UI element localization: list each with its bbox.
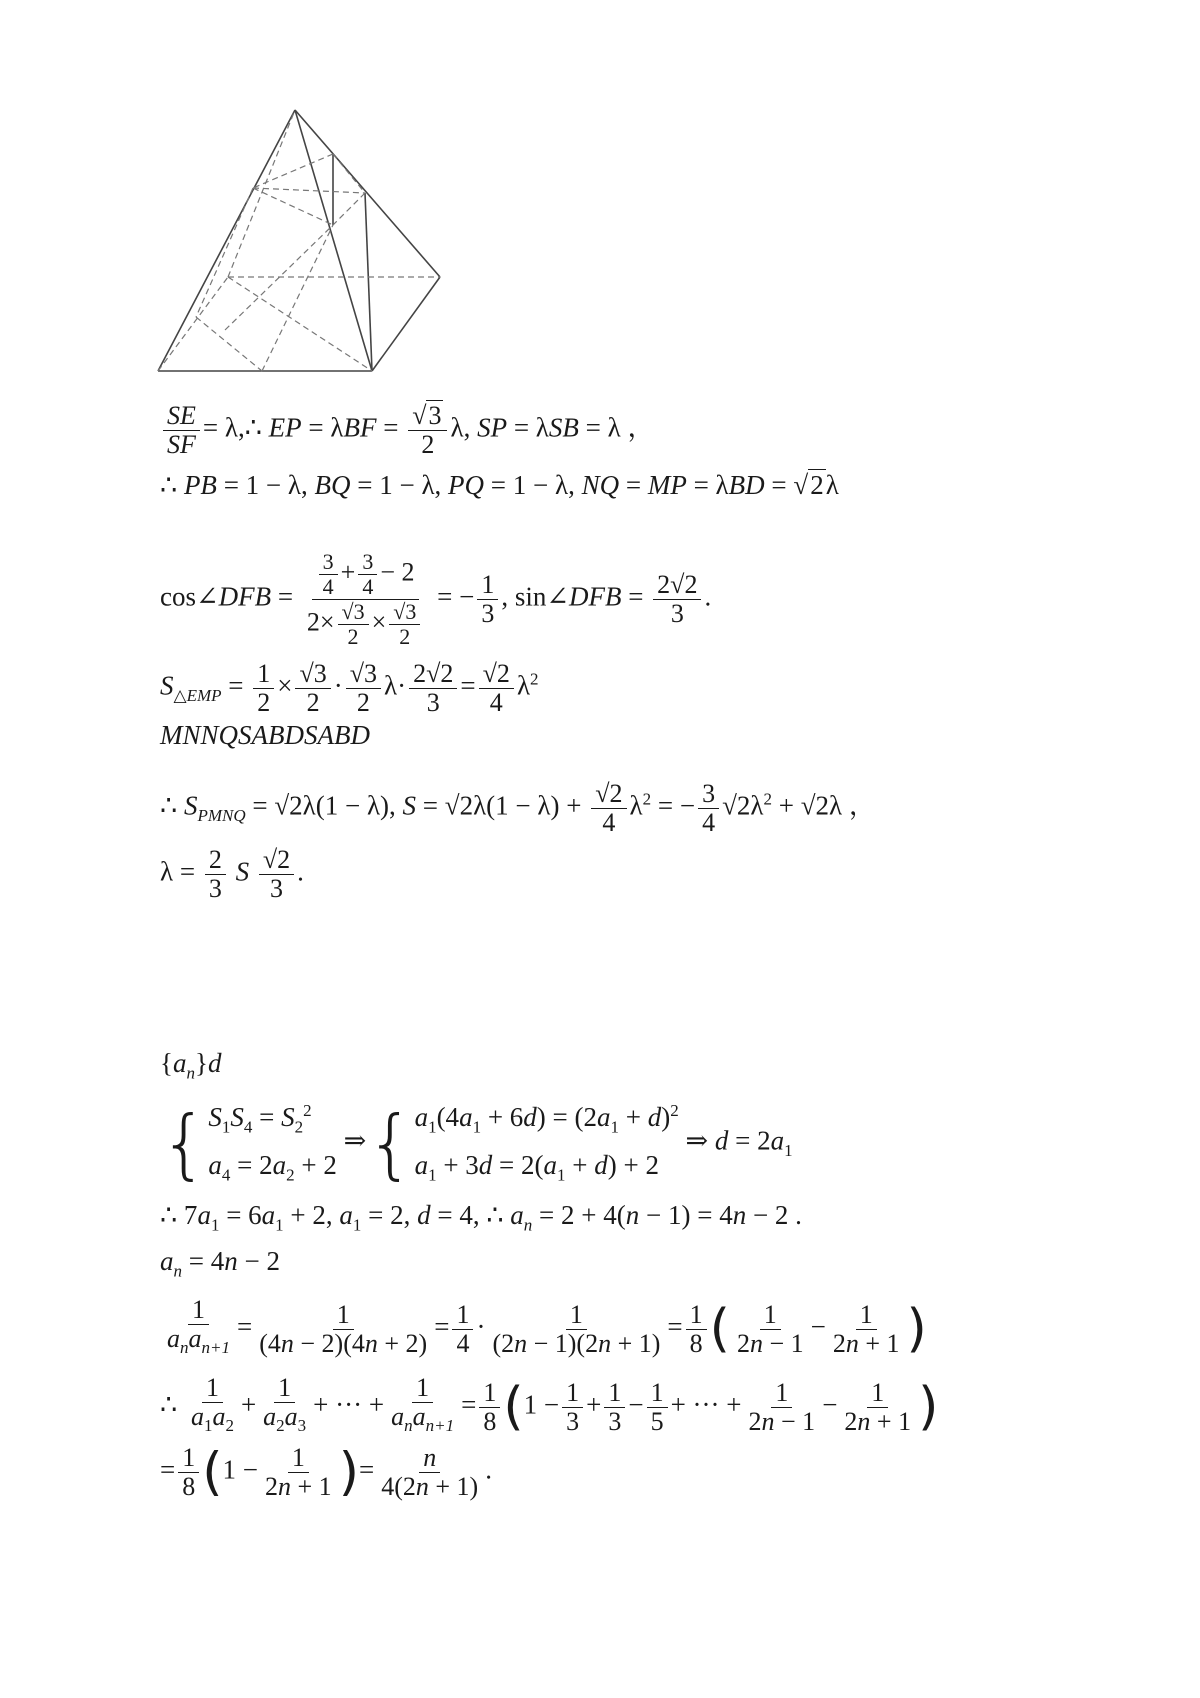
- question-17-result: ∴ $7a_1 = 6a_1 + 2$, $a_1 = 2$, d = 4, ∴ $a_n = 2 + 4(n - 1) = 4n - 2$ .: [160, 1200, 802, 1235]
- formula-area-total: ∴ $S_{PMNQ} = √2\lambda(1 - \lambda)$, S = √2λ(1 − λ) + $\frac{√2}{4}$ $\lambda^2$ = − $\frac{3}{4}$ $√2\lambda^2 + √2\lambda$ ，: [160, 779, 876, 837]
- question-17-part2-sum: ∴ $\frac{1}{a_1a_2}$ + $\frac{1}{a_2a_3}$ + ··· + $\frac{1}{a_na_{n+1}}$ = $\frac{1}{8}$ (1 − $\frac{1}{3}$ + $\frac{1}{3}$ − $\frac{1}{5}$ + ··· + $\frac{1}{2n - 1}$ − $\frac{1}{2n + 1}$ ): [160, 1373, 939, 1438]
- pyramid-figure: [150, 105, 490, 385]
- formula-cos-dfb: cos∠DFB = $\frac{3}{4}$ + $\frac{3}{4}$ − 2 2× $\frac{√3}{2}$ × $\frac{√3}{2}$ = − $\frac{1}{3}$ , sin∠DFB = $\frac{2√2}{3}$ .: [160, 549, 712, 649]
- question-17-part1-intro: $\{a_n\}d$: [160, 1048, 222, 1083]
- question-17-other-choices: $a_n = 4n - 2$: [160, 1246, 280, 1281]
- angle-explanation: MNNQSABDSABD: [160, 720, 371, 750]
- question-17-part2-result: = $\frac{1}{8}$ (1 − $\frac{1}{2n + 1}$ )= $\frac{n}{4(2n + 1)}$ .: [160, 1442, 492, 1503]
- question-17-part2-term: $\frac{1}{a_na_{n+1}}$ = $\frac{1}{(4n - 2)(4n + 2)}$ = $\frac{1}{4}$ · $\frac{1}{(2n - 1)(2n + 1)}$ = $\frac{1}{8}$ ( $\frac{1}{2n - 1}$ − $\frac{1}{2n + 1}$ ): [167, 1295, 927, 1360]
- formula-segment-lengths: ∴ PB = 1 − λ, BQ = 1 − λ, PQ = 1 − λ, NQ = MP = λBD = √2λ: [160, 470, 839, 500]
- question-17-system: { $S_1S_4 = S_2^2$ $a_4 = 2a_2 + 2$ ⇒{ $a_1(4a_1 + 6d) = (2a_1 + d)^2$ $a_1 + 3d = 2(a_1 + d) + 2$ ⇒ $d = 2a_1$: [160, 1098, 793, 1188]
- formula-max-value: λ = $\frac{2}{3}$ S $\frac{√2}{3}$ .: [160, 845, 304, 903]
- formula-area-emp: $S_{\triangle EMP}$ = $\frac{1}{2}$ × $\frac{√3}{2}$ · $\frac{√3}{2}$ λ· $\frac{2√2}{3}$ = $\frac{√2}{4}$ $\lambda^2$: [160, 659, 539, 717]
- formula-lambda-definition: $\frac{SE}{SF}$ = λ,∴ EP = λBF = $\frac{√3}{2}$ λ, SP = λSB = λ ，: [160, 402, 654, 459]
